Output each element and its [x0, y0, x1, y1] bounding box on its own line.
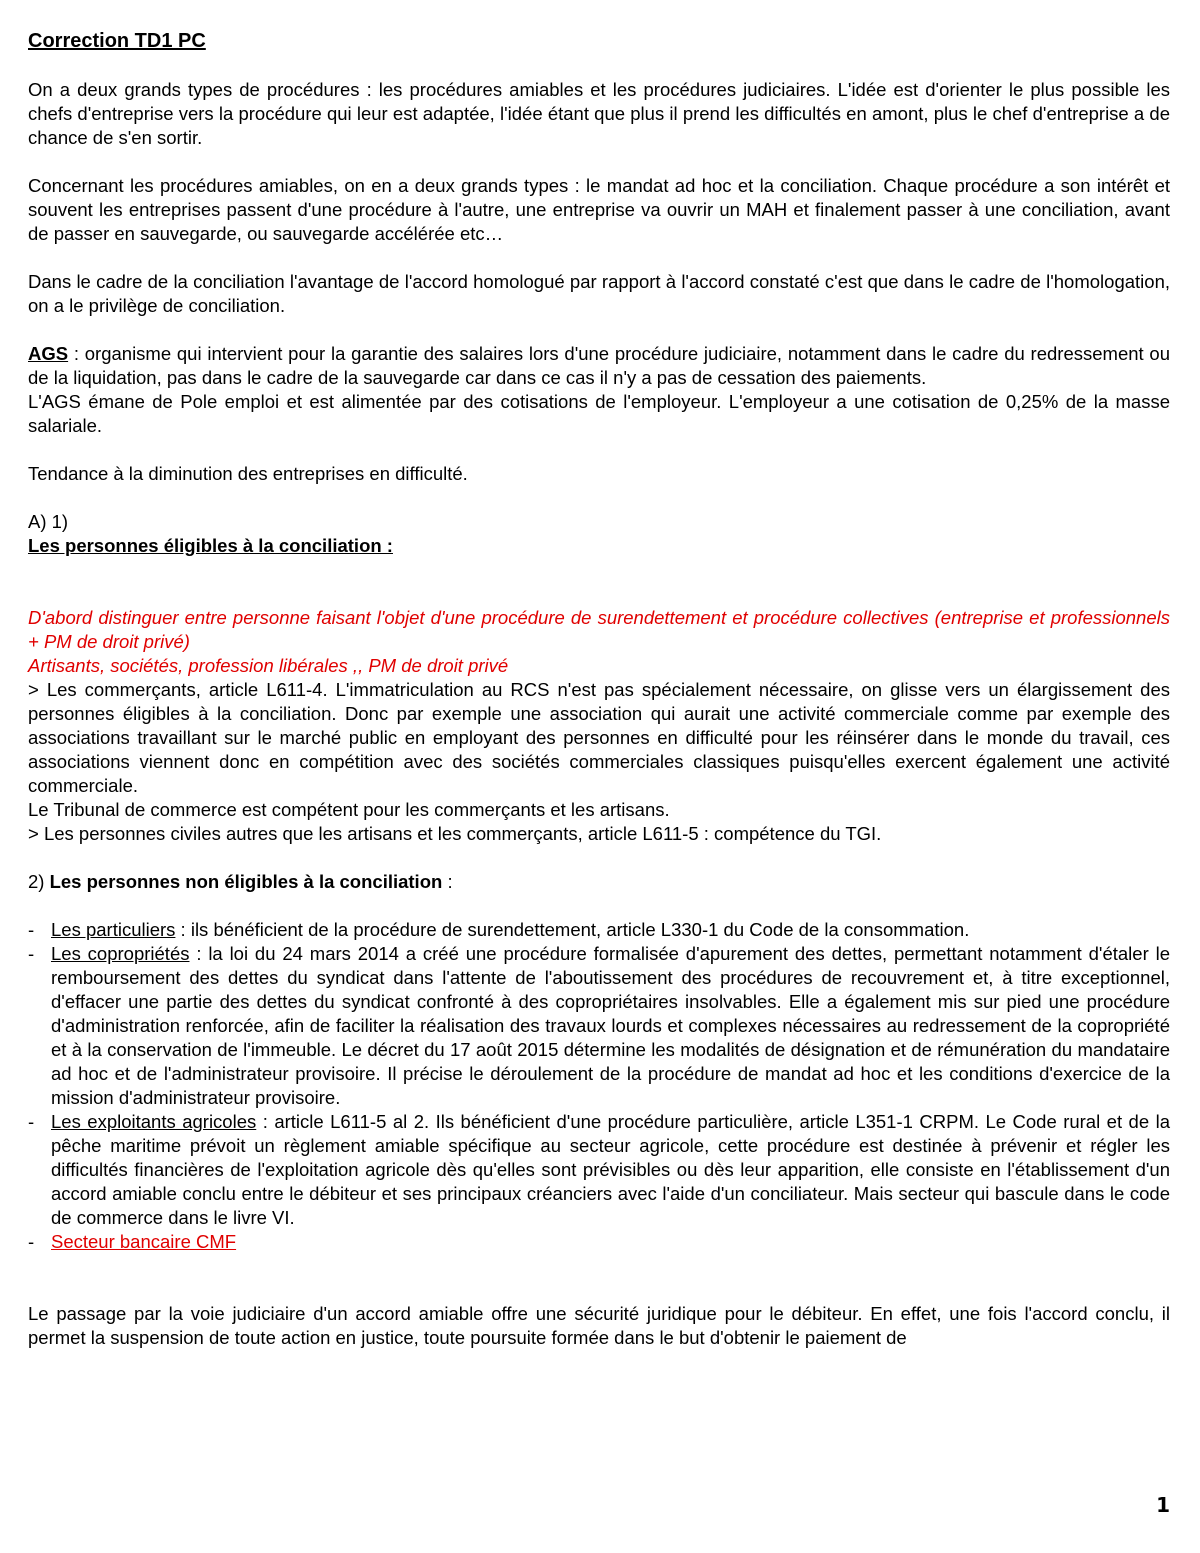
- dash-bullet: -: [28, 919, 35, 940]
- tribunal-paragraph: Le Tribunal de commerce est compétent pour les commerçants et les artisans.: [28, 799, 670, 820]
- dash-bullet: -: [28, 943, 35, 964]
- amiables-paragraph: Concernant les procédures amiables, on en a deux grands types : le mandat ad hoc et la conciliation. Chaque procédure a son intérêt et souvent les entreprises passent d'une procédure à l'autre, une entreprise va ouvrir un MAH et finalement passer à une conciliation, avant de passer en sauvegarde, ou sauvegarde accélérée etc…: [28, 175, 1170, 244]
- document-title: Correction TD1 PC: [28, 30, 206, 52]
- ags-label: AGS: [28, 343, 69, 364]
- section-2-number: 2): [28, 871, 45, 892]
- list-item: [28, 942, 1170, 1110]
- commercants-paragraph: > Les commerçants, article L611-4. L'immatriculation au RCS n'est pas spécialement nécessaire, on glisse vers un élargissement des personnes éligibles à la conciliation. Donc par exemple une association qui aurait une activité commerciale comme par exemple des associations travaillant sur le marché public en employant des personnes en difficulté pour les réinsérer dans le monde du travail, ces associations viennent donc en compétition avec des sociétés commerciales classiques puisqu'elles exercent également une activité commerciale.: [28, 679, 1170, 796]
- tendance-paragraph: Tendance à la diminution des entreprises en difficulté.: [28, 463, 468, 484]
- page-number: 1: [1156, 1493, 1170, 1517]
- list-item-label: Les particuliers: [51, 919, 176, 940]
- list-item: [28, 918, 1170, 942]
- non-eligible-list: [28, 918, 1170, 1254]
- list-item-text: : article L611-5 al 2. Ils bénéficient d'une procédure particulière, article L351-1 CRPM. Le Code rural et de la pêche maritime prévoit un règlement amiable spécifique au secteur agricole, cette procédure est destinée à prévenir et régler les difficultés financières de l'exploitation agricole dès qu'elles sont prévisibles ou dès leur apparition, elle consiste en l'établissement d'un accord amiable conclu entre le débiteur et ses principaux créanciers avec l'aide d'un conciliateur. Mais secteur qui bascule dans le code de commerce dans le livre VI.: [51, 1111, 1171, 1228]
- dash-bullet: -: [28, 1231, 35, 1252]
- section-2-suffix: :: [442, 871, 453, 892]
- section-2-heading-line: [28, 870, 1170, 894]
- list-item-label: Les exploitants agricoles: [51, 1111, 257, 1132]
- ags-text: : organisme qui intervient pour la garantie des salaires lors d'une procédure judiciaire, notamment dans le cadre du redressement ou de la liquidation, pas dans le cadre de la sauvegarde car dans ce cas il n'y a pas de cessation des paiements.: [28, 343, 1170, 388]
- red-note-2: Artisants, sociétés, profession libérales ,, PM de droit privé: [28, 655, 509, 676]
- section-a-heading: Les personnes éligibles à la conciliation :: [28, 535, 393, 556]
- bancaire-label: Secteur bancaire CMF: [51, 1231, 237, 1252]
- ags-paragraph: [28, 342, 1170, 390]
- list-item-text: : la loi du 24 mars 2014 a créé une procédure formalisée d'apurement des dettes, permettant notamment d'étaler le remboursement des dettes du syndicat dans l'attente de l'aboutissement des procédures de recouvrement et, à titre exceptionnel, d'effacer une partie des dettes du syndicat confronté à des copropriétaires insolvables. Elle a également mis sur pied une procédure d'administration renforcée, afin de faciliter la réalisation des travaux lourds et complexes nécessaires au redressement de la copropriété et à la conservation de l'immeuble. Le décret du 17 août 2015 détermine les modalités de désignation et de rémunération du mandataire ad hoc et de l'administrateur provisoire. Il précise le déroulement de la procédure de mandat ad hoc et les conditions d'exercice de la mission d'administrateur provisoire.: [51, 943, 1170, 1108]
- passage-paragraph: Le passage par la voie judiciaire d'un accord amiable offre une sécurité juridique pour le débiteur. En effet, une fois l'accord conclu, il permet la suspension de toute action en justice, toute poursuite formée dans le but d'obtenir le paiement de: [28, 1303, 1170, 1348]
- civiles-paragraph: > Les personnes civiles autres que les artisans et les commerçants, article L611-5 : compétence du TGI.: [28, 823, 882, 844]
- dash-bullet: -: [28, 1111, 35, 1132]
- list-item-bancaire: [28, 1230, 1170, 1254]
- document-page: [28, 28, 1170, 1350]
- list-item-label: Les copropriétés: [51, 943, 190, 964]
- red-note-1: D'abord distinguer entre personne faisant l'objet d'une procédure de surendettement et procédure collectives (entreprise et professionnels + PM de droit privé): [28, 607, 1170, 652]
- section-a-label: A) 1): [28, 511, 69, 532]
- ags-paragraph-2: L'AGS émane de Pole emploi et est alimentée par des cotisations de l'employeur. L'employeur a une cotisation de 0,25% de la masse salariale.: [28, 391, 1170, 436]
- homologation-paragraph: Dans le cadre de la conciliation l'avantage de l'accord homologué par rapport à l'accord constaté c'est que dans le cadre de l'homologation, on a le privilège de conciliation.: [28, 271, 1170, 316]
- list-item-text: : ils bénéficient de la procédure de surendettement, article L330-1 du Code de la consommation.: [175, 919, 970, 940]
- list-item: [28, 1110, 1170, 1230]
- section-2-heading: Les personnes non éligibles à la conciliation: [49, 871, 443, 892]
- intro-paragraph: On a deux grands types de procédures : les procédures amiables et les procédures judiciaires. L'idée est d'orienter le plus possible les chefs d'entreprise vers la procédure qui leur est adaptée, l'idée étant que plus il prend les difficultés en amont, plus le chef d'entreprise a de chance de s'en sortir.: [28, 79, 1170, 148]
